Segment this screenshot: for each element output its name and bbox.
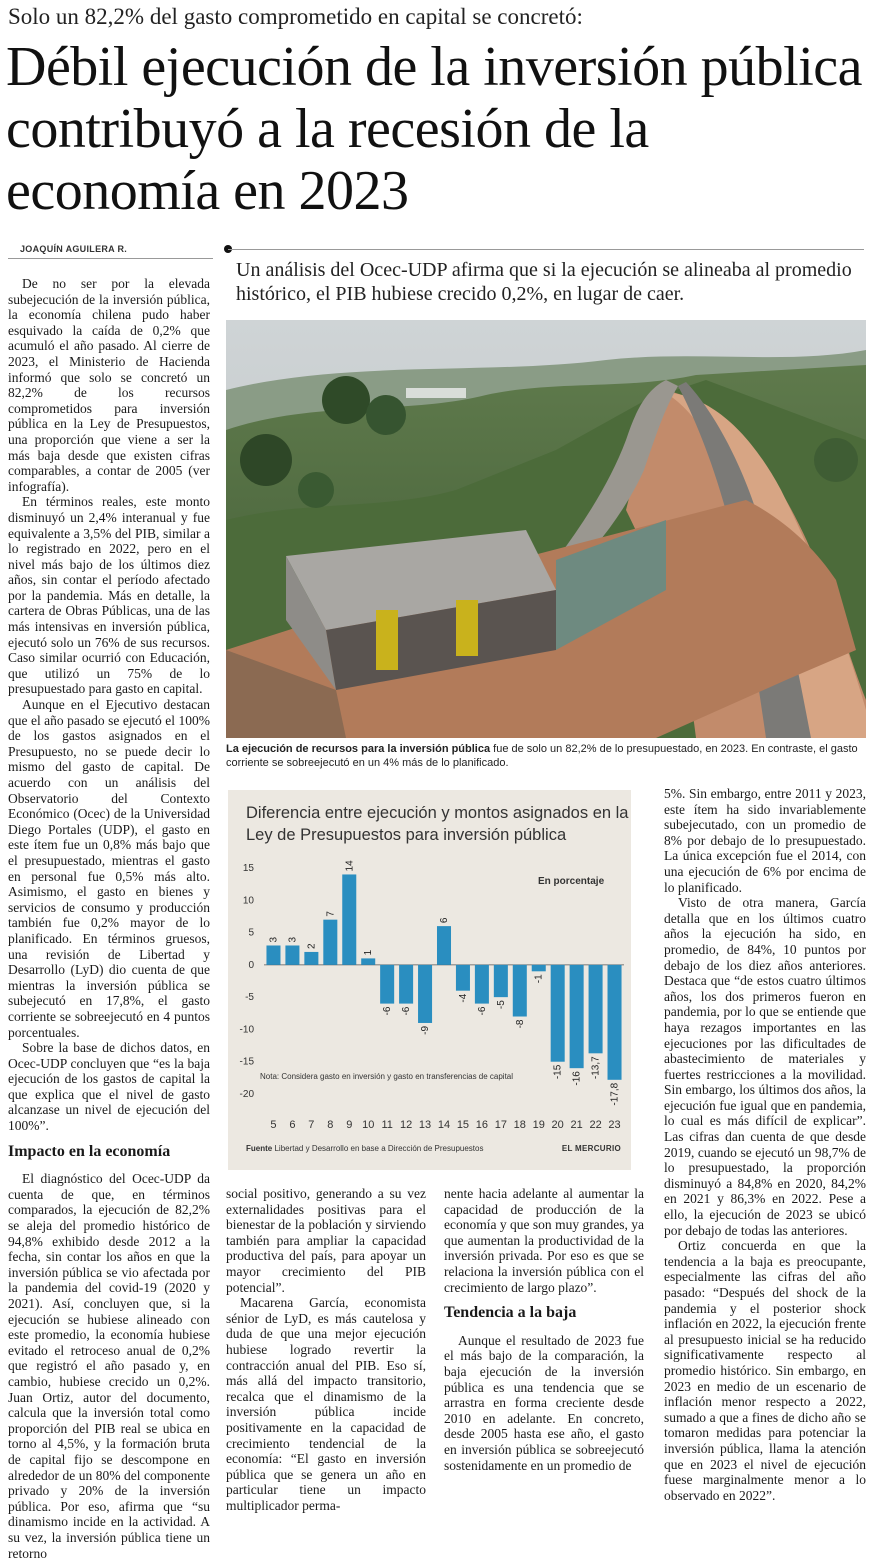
y-tick-label: 10 <box>242 895 254 907</box>
bar-value-label: 6 <box>439 917 450 924</box>
paragraph: Sobre la base de dichos datos, en Ocec-UDP concluyen que “es la baja ejecución de los gastos de capital la que explica que el nivel de gasto alcanzase un nivel de ejecución del 100%”. <box>8 1040 210 1134</box>
bar-value-label: -5 <box>495 1000 507 1010</box>
chart-title: Diferencia entre ejecución y montos asignados en la Ley de Presupuestos para inversión pública <box>246 804 629 844</box>
y-tick-label: -15 <box>239 1056 254 1068</box>
body-column-2 <box>226 1186 426 1513</box>
paragraph: El diagnóstico del Ocec-UDP da cuenta de que, en términos comparados, la ejecución de 82,2% se aleja del promedio histórico de 94,8% exhibido desde 2012 a la fecha, sin contar los años en que la inversión pública se vio afectada por la pandemia del covid-19 (2020 y 2021). Así, concluyen que, si la ejecución se hubiese alineado con este promedio, la economía hubiese evitado el retroceso anual de 0,2% que registró el año pasado y, en cambio, hubiese crecido un 0,2%. Juan Ortiz, autor del documento, calcula que la inversión total como proporción del PIB real se ubica en torno al 4,5%, y la formación bruta de capital fijo se descompone en alrededor de un 80% del componente privado y 20% de la inversión pública. Por eso, afirma que “su dinamismo incide en la actividad. A su vez, la inversión pública tiene un retorno <box>8 1171 210 1561</box>
x-tick-label: 6 <box>289 1119 296 1131</box>
bar <box>285 945 299 964</box>
bar-value-label: -1 <box>533 974 545 984</box>
y-tick-label: 15 <box>242 863 254 874</box>
x-tick-label: 19 <box>532 1119 545 1131</box>
bar <box>266 945 280 964</box>
bar-value-label: 3 <box>287 936 299 943</box>
y-tick-label: 0 <box>248 959 254 971</box>
chart-source-label: Fuente <box>246 1144 273 1153</box>
photo-caption <box>226 742 866 770</box>
x-tick-label: 12 <box>399 1119 413 1131</box>
x-tick-label: 21 <box>570 1119 583 1131</box>
bar <box>589 965 603 1053</box>
bar-value-label: 1 <box>363 949 375 956</box>
bar-value-label: -16 <box>571 1071 583 1086</box>
body-column-3 <box>444 1186 644 1473</box>
bar <box>551 965 565 1062</box>
caption-text: fue de solo un 82,2% de lo presupuestado, en 2023. En contraste, el gasto corriente se sobreejecutó en un 4% más de lo planificado. <box>226 743 858 769</box>
paragraph: Visto de otra manera, García detalla que en los últimos cuatro años la ejecución ha sido, en promedio, de 84%, 10 puntos por debajo de los diez años anteriores. Destaca que “de estos cuatro últimos años, los dos primeros fueron en pandemia, por lo que se entiende que haya rezagos importantes en las ejecuciones por las dificultades de abastecimiento de materiales y fuertes restricciones a la movilidad. Sin embargo, los últimos dos años, la ejecución fue igual que en pandemia, lo cual es más difícil de explicar”. Las cifras dan cuenta de que desde 2019, cuando se ejecutó un 98,7% de lo presupuestado, la proporción disminuyó a 84,8% en 2020, 84,2% en 2021 y 86,3% en 2022. Pese a ello, la ejecución de 2023 se ubicó por debajo de todas las anteriores. <box>664 895 866 1238</box>
bar-value-label: 3 <box>268 936 280 943</box>
y-tick-label: -10 <box>239 1024 254 1036</box>
x-tick-label: 18 <box>513 1119 526 1131</box>
x-tick-label: 11 <box>381 1119 393 1131</box>
section-heading-impacto: Impacto en la economía <box>8 1142 171 1160</box>
x-tick-label: 22 <box>589 1119 602 1131</box>
bar-value-label: -17,8 <box>609 1082 621 1106</box>
bar-value-label: 14 <box>344 860 356 872</box>
paragraph: Macarena García, economista sénior de LyD, es más cautelosa y duda de que una mejor ejecución hubiese logrado revertir la contracción anual del PIB. Eso sí, más allá del impacto transitorio, recalca que el dinamismo de la inversión pública incide positivamente en la capacidad de crecimiento tendencial de la economía: “El gasto en inversión pública que se genera un año en particular tiene un impacto multiplicador perma- <box>226 1295 426 1513</box>
deck: Un análisis del Ocec-UDP afirma que si la ejecución se alineaba al promedio histórico, el PIB hubiese crecido 0,2%, en lugar de caer. <box>236 259 852 305</box>
bar <box>342 874 356 964</box>
bar <box>361 958 375 964</box>
x-tick-label: 14 <box>437 1119 451 1131</box>
body-column-4 <box>664 786 866 1503</box>
bar <box>608 965 622 1080</box>
caption-bold: La ejecución de recursos para la inversión pública <box>226 743 491 755</box>
x-tick-label: 10 <box>362 1119 375 1131</box>
bar-value-label: -15 <box>552 1064 564 1080</box>
paragraph: Aunque en el Ejecutivo destacan que el año pasado se ejecutó el 100% de los gastos asignados en el Presupuesto, no se puede decir lo mismo del gasto de capital. De acuerdo con un análisis del Observatorio del Contexto Económico (Ocec) de la Universidad Diego Portales (UDP), el gasto en este ítem fue un 0,8% más bajo que el presupuestado, mientras el gasto en personal fue 0,5% más alto. Asimismo, el gasto en bienes y servicios de consumo y producción también fue 0,2% mayor de lo planificado. En términos gruesos, una revisión de Libertad y Desarrollo (LyD) dio cuenta de que mientras la inversión pública se subejecutó en 17,8%, el gasto corriente se sobreejecutó en 4 puntos porcentuales. <box>8 697 210 1040</box>
bar <box>456 965 470 991</box>
byline: JOAQUÍN AGUILERA R. <box>20 244 128 254</box>
bar-value-label: -6 <box>476 1006 488 1016</box>
x-tick-label: 5 <box>270 1119 277 1131</box>
chart-subtitle: En porcentaje <box>538 876 605 887</box>
photo-illustration <box>226 320 866 738</box>
bar-value-label: -13,7 <box>590 1056 602 1080</box>
bar-value-label: -9 <box>420 1025 432 1035</box>
chart-source-text: Libertad y Desarrollo en base a Dirección de Presupuestos <box>274 1144 484 1153</box>
bar-value-label: -6 <box>401 1006 413 1016</box>
paragraph: 5%. Sin embargo, entre 2011 y 2023, este ítem ha sido invariablemente subejecutado, con un promedio de 8% por debajo de lo presupuestado. La única excepción fue el 2014, con una ejecución de 6% por encima de lo planificado. <box>664 786 866 895</box>
x-tick-label: 7 <box>308 1119 315 1131</box>
paragraph: nente hacia adelante al aumentar la capacidad de producción de la economía y que son muy grandes, ya que aumentan la productividad de la inversión privada. Por eso es que se relaciona la inversión pública con el crecimiento de largo plazo”. <box>444 1186 644 1295</box>
bar-value-label: 7 <box>325 911 337 917</box>
chart-source <box>246 1144 621 1153</box>
x-tick-label: 23 <box>608 1119 621 1131</box>
bar <box>399 965 413 1004</box>
x-tick-label: 16 <box>475 1119 489 1131</box>
byline-rule <box>8 258 213 259</box>
x-tick-label: 13 <box>418 1119 432 1131</box>
bar-value-label: -8 <box>514 1019 526 1029</box>
bar <box>323 920 337 965</box>
paragraph: Ortiz concuerda en que la tendencia a la baja es preocupante, especialmente las cifras del año pasado: “Después del shock de la pandemia y el posterior shock inflación en 2022, la ejecución frente al presupuesto inicial se ha reducido significativamente respecto al promedio histórico. Sin embargo, en 2023 en medio de un escenario de inflación menor respecto a 2022, sumado a que a fines de dicho año se tomaron medidas para potenciar la inversión pública, llama la atención que en 2023 el nivel de ejecución fuese marginalmente menor a lo observado en 2022”. <box>664 1238 866 1503</box>
bar <box>494 965 508 997</box>
headline: Débil ejecución de la inversión pública contribuyó a la recesión de la economía en 2023 <box>6 36 862 222</box>
x-tick-label: 8 <box>327 1119 334 1131</box>
photo-road-construction <box>226 320 866 738</box>
y-tick-label: 5 <box>248 927 254 939</box>
paragraph: De no ser por la elevada subejecución de la inversión pública, la economía chilena pudo haber esquivado la caída de 0,2% que acumuló el año pasado. Al cierre de 2023, el Ministerio de Hacienda informó que solo se concretó un 82,2% de los recursos comprometidos para inversión pública en la Ley de Presupuestos, una proporción que viene a ser la más baja desde que existen cifras comparables, a contar de 2005 (ver infografía). <box>8 276 210 494</box>
x-tick-label: 17 <box>494 1119 507 1131</box>
bar-value-label: -6 <box>382 1006 394 1016</box>
paragraph: social positivo, generando a su vez externalidades positivas para el bienestar de la población y sirviendo también para ampliar la capacidad productiva del país, para apoyar un mayor crecimiento del PIB potencial”. <box>226 1186 426 1295</box>
bar <box>570 965 584 1068</box>
paragraph: En términos reales, este monto disminuyó un 2,4% interanual y fue equivalente a 3,5% del PIB, similar a lo registrado en 2022, pero en el nivel más bajo de los últimos diez años, sin contar el período afectado por la pandemia. Más en detalle, la cartera de Obras Públicas, una de las más intensivas en inversión pública, ejecutó solo un 76% de sus recursos. Caso similar ocurrió con Educación, que utilizó un 75% de lo presupuestado para gasto en capital. <box>8 494 210 697</box>
body-column-1 <box>8 276 210 1561</box>
kicker: Solo un 82,2% del gasto comprometido en capital se concretó: <box>8 4 583 29</box>
bar <box>304 952 318 965</box>
bar-value-label: -4 <box>457 993 469 1003</box>
y-tick-label: -20 <box>239 1089 254 1100</box>
bar <box>437 926 451 965</box>
section-heading-tendencia: Tendencia a la baja <box>444 1304 577 1322</box>
bar <box>532 965 546 971</box>
chart-brand: EL MERCURIO <box>561 1144 621 1153</box>
chart-note: Nota: Considera gasto en inversión y gasto en transferencias de capital <box>260 1072 514 1081</box>
y-tick-label: -5 <box>245 992 254 1004</box>
bar <box>418 965 432 1023</box>
x-tick-label: 9 <box>346 1119 353 1131</box>
bar-value-label: 2 <box>306 943 318 949</box>
x-tick-label: 20 <box>551 1119 564 1131</box>
deck-rule <box>228 249 864 250</box>
paragraph: Aunque el resultado de 2023 fue el más bajo de la comparación, la baja ejecución de la inversión pública es una tendencia que se arrastra en forma creciente desde 2010 en adelante. En concreto, desde 2005 hasta ese año, el gasto en inversión pública se sobreejecutó sostenidamente en un promedio de <box>444 1332 644 1473</box>
bar <box>475 965 489 1004</box>
bar-chart <box>228 850 631 1140</box>
bar <box>513 965 527 1017</box>
bar <box>380 965 394 1004</box>
x-tick-label: 15 <box>456 1119 470 1131</box>
